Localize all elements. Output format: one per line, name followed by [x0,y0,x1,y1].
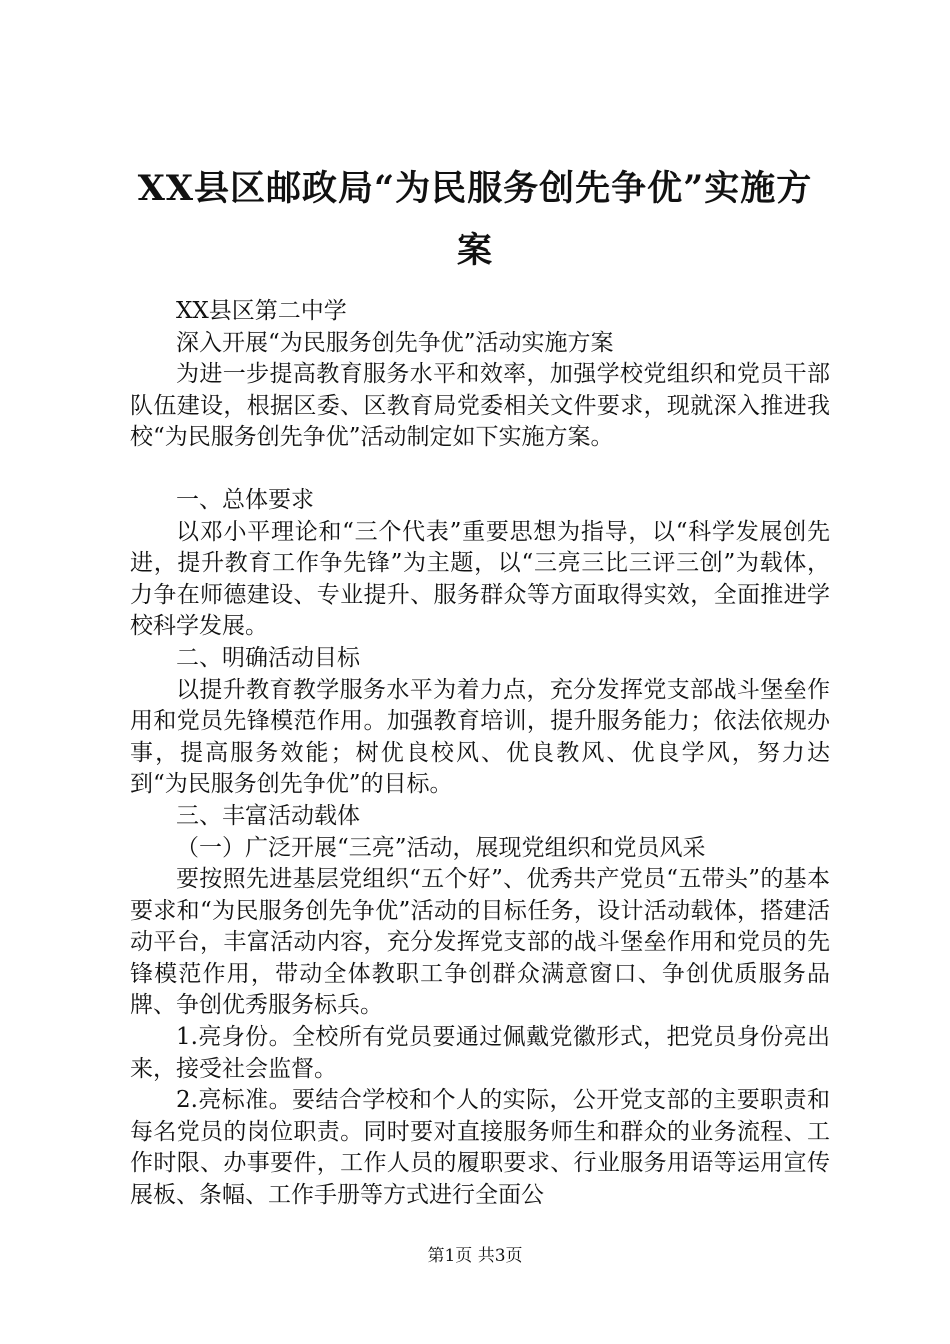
paragraph-subtitle: 深入开展“为民服务创先争优”活动实施方案 [176,329,614,356]
paragraph-school: XX县区第二中学 [176,298,347,324]
section-heading-1: 一、总体要求 [176,486,314,513]
document-body [130,296,830,1212]
list-item-2: 2.亮标准。要结合学校和个人的实际，公开党支部的主要职责和每名党员的岗位职责。同时要对直接服务师生和群众的业务流程、工作时限、办事要件，工作人员的履职要求、行业服务用语等运用宣传展板、条幅、工作手册等方式进行全面公 [130,1087,830,1209]
paragraph-section-1: 以邓小平理论和“三个代表”重要思想为指导，以“科学发展创先进，提升教育工作争先锋”为主题，以“三亮三比三评三创”为载体，力争在师德建设、专业提升、服务群众等方面取得实效，全面推进学校科学发展。 [130,518,830,640]
subsection-heading-1: （一）广泛开展“三亮”活动，展现党组织和党员风采 [176,834,706,861]
list-item-1: 1.亮身份。全校所有党员要通过佩戴党徽形式，把党员身份亮出来，接受社会监督。 [130,1024,830,1082]
paragraph-intro: 为进一步提高教育服务水平和效率，加强学校党组织和党员干部队伍建设，根据区委、区教育局党委相关文件要求，现就深入推进我校“为民服务创先争优”活动制定如下实施方案。 [130,361,830,451]
page-footer: 第1页 共3页 [427,1246,523,1266]
document-title: XX县区邮政局“为民服务创先争优”实施方案 [137,168,813,271]
section-heading-3: 三、丰富活动载体 [176,802,360,829]
paragraph-subsection-1: 要按照先进基层党组织“五个好”、优秀共产党员“五带头”的基本要求和“为民服务创先争优”活动的目标任务，设计活动载体，搭建活动平台，丰富活动内容，充分发挥党支部的战斗堡垒作用和党员的先锋模范作用，带动全体教职工争创群众满意窗口、争创优质服务品牌、争创优秀服务标兵。 [130,866,830,1019]
section-heading-2: 二、明确活动目标 [176,644,360,671]
paragraph-section-2: 以提升教育教学服务水平为着力点，充分发挥党支部战斗堡垒作用和党员先锋模范作用。加强教育培训，提升服务能力；依法依规办事，提高服务效能；树优良校风、优良教风、优良学风，努力达到“为民服务创先争优”的目标。 [130,676,830,798]
